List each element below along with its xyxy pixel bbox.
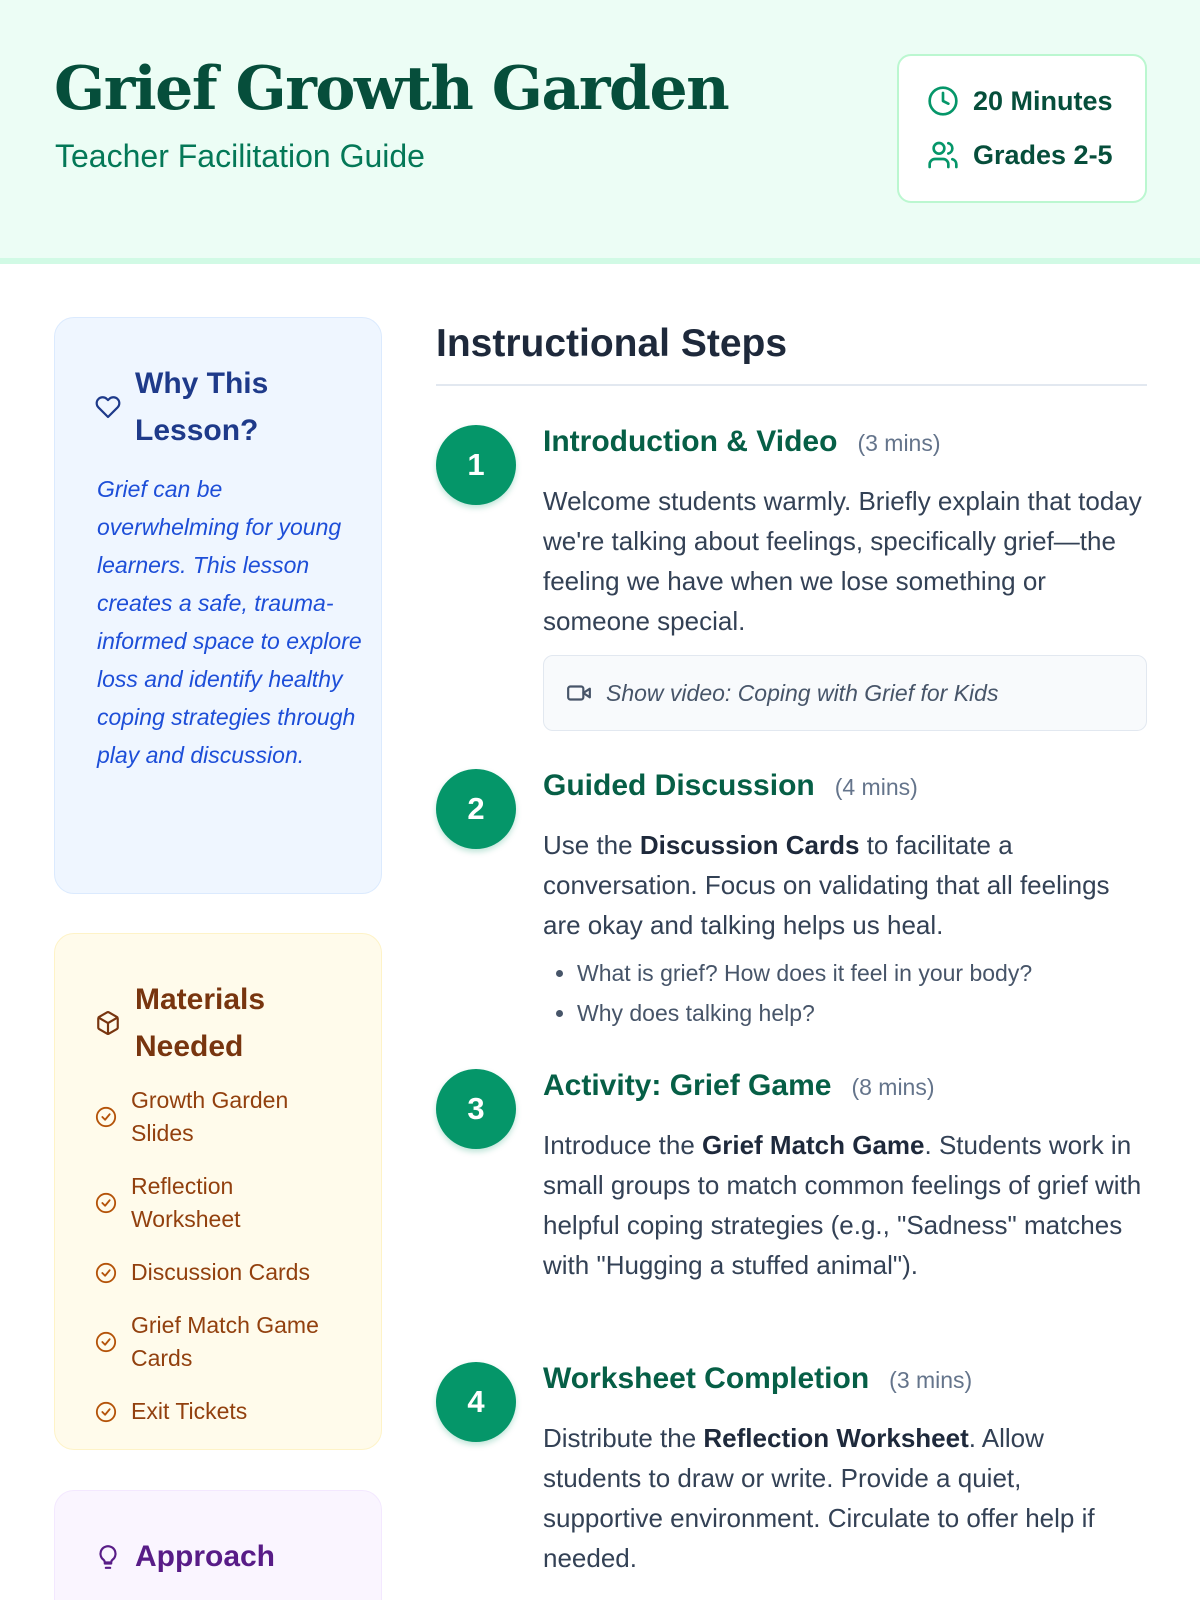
check-circle-icon xyxy=(95,1262,117,1284)
step-title: Worksheet Completion xyxy=(543,1362,870,1395)
material-label: Grief Match Game Cards xyxy=(131,1312,319,1371)
why-lesson-text: Grief can be overwhelming for young learners. This lesson creates a safe, trauma-informed space to explore loss and identify healthy coping strategies through play and discussion. xyxy=(97,476,362,768)
clock-icon xyxy=(927,85,959,117)
why-lesson-header xyxy=(95,360,295,454)
grades-row xyxy=(927,139,1113,171)
materials-title: Materials Needed xyxy=(135,983,266,1063)
video-label: Show video: Coping with Grief for Kids xyxy=(606,679,999,706)
step-description: Introduce the Grief Match Game. Students work in small groups to match common feelings of grief with helpful coping strategies (e.g., "Sadness" matches with "Hugging a stuffed animal"). xyxy=(543,1130,1142,1280)
material-label: Exit Tickets xyxy=(131,1398,248,1424)
step-title: Activity: Grief Game xyxy=(543,1069,832,1102)
list-item xyxy=(95,1395,345,1428)
section-divider xyxy=(436,384,1147,386)
step-body xyxy=(543,425,1147,731)
duration-row xyxy=(927,85,1113,117)
step-header xyxy=(543,769,1147,813)
step-body xyxy=(543,1362,1147,1578)
step-description: Use the Discussion Cards to facilitate a conversation. Focus on validating that all feelings are okay and talking helps us heal. xyxy=(543,830,1110,940)
step-duration: (3 mins) xyxy=(889,1367,973,1393)
why-lesson-card xyxy=(54,317,382,894)
list-item xyxy=(95,1256,345,1289)
duration-text: 20 Minutes xyxy=(973,85,1113,116)
list-item xyxy=(95,1309,345,1375)
step-body xyxy=(543,769,1147,1033)
step-number-badge: 3 xyxy=(436,1069,516,1149)
step-title: Introduction & Video xyxy=(543,425,838,458)
list-item xyxy=(95,1170,345,1236)
users-icon xyxy=(927,139,959,171)
material-label: Growth Garden Slides xyxy=(131,1087,289,1146)
step-body xyxy=(543,1069,1147,1285)
lesson-meta-card xyxy=(897,54,1147,203)
approach-title: Approach xyxy=(135,1540,276,1573)
list-item xyxy=(95,1084,345,1150)
step-duration: (8 mins) xyxy=(851,1074,935,1100)
page-subtitle: Teacher Facilitation Guide xyxy=(55,138,425,174)
step-header xyxy=(543,1362,1147,1406)
step-number-badge: 4 xyxy=(436,1362,516,1442)
approach-header xyxy=(95,1533,275,1580)
why-lesson-title: Why This Lesson? xyxy=(135,367,269,447)
check-circle-icon xyxy=(95,1401,117,1423)
materials-header xyxy=(95,976,305,1070)
video-callout[interactable] xyxy=(543,655,1147,731)
grades-text: Grades 2-5 xyxy=(973,139,1113,170)
materials-card xyxy=(54,933,382,1450)
check-circle-icon xyxy=(95,1192,117,1214)
step-description: Distribute the Reflection Worksheet. Allow students to draw or write. Provide a quiet, supportive environment. Circulate to offer help if needed. xyxy=(543,1423,1095,1573)
discussion-questions-list xyxy=(543,953,1147,1033)
video-icon xyxy=(566,680,592,706)
page-title: Grief Growth Garden xyxy=(54,54,729,124)
step-title: Guided Discussion xyxy=(543,769,815,802)
package-icon xyxy=(95,1010,121,1036)
page-header xyxy=(0,0,1200,264)
section-title: Instructional Steps xyxy=(436,322,788,365)
step-duration: (4 mins) xyxy=(834,774,918,800)
lightbulb-icon xyxy=(95,1542,121,1572)
step-number-badge: 2 xyxy=(436,769,516,849)
emphasis-text: Reflection Worksheet xyxy=(703,1423,969,1453)
materials-list xyxy=(95,1084,345,1448)
emphasis-text: Discussion Cards xyxy=(639,830,860,860)
material-label: Reflection Worksheet xyxy=(131,1173,241,1232)
list-item: • Why does talking help? xyxy=(577,993,1147,1033)
instructional-steps-section xyxy=(436,318,1147,1573)
step-header xyxy=(543,1069,1147,1113)
heart-icon xyxy=(95,394,121,420)
step-duration: (3 mins) xyxy=(857,430,941,456)
material-label: Discussion Cards xyxy=(131,1259,310,1285)
step-description: Welcome students warmly. Briefly explain that today we're talking about feelings, specifically grief—the feeling we have when we lose something or someone special. xyxy=(543,486,1142,636)
step-number-badge: 1 xyxy=(436,425,516,505)
emphasis-text: Grief Match Game xyxy=(702,1130,925,1160)
check-circle-icon xyxy=(95,1106,117,1128)
check-circle-icon xyxy=(95,1331,117,1353)
approach-card xyxy=(54,1490,382,1600)
step-header xyxy=(543,425,1147,469)
list-item: • What is grief? How does it feel in your body? xyxy=(577,953,1147,993)
